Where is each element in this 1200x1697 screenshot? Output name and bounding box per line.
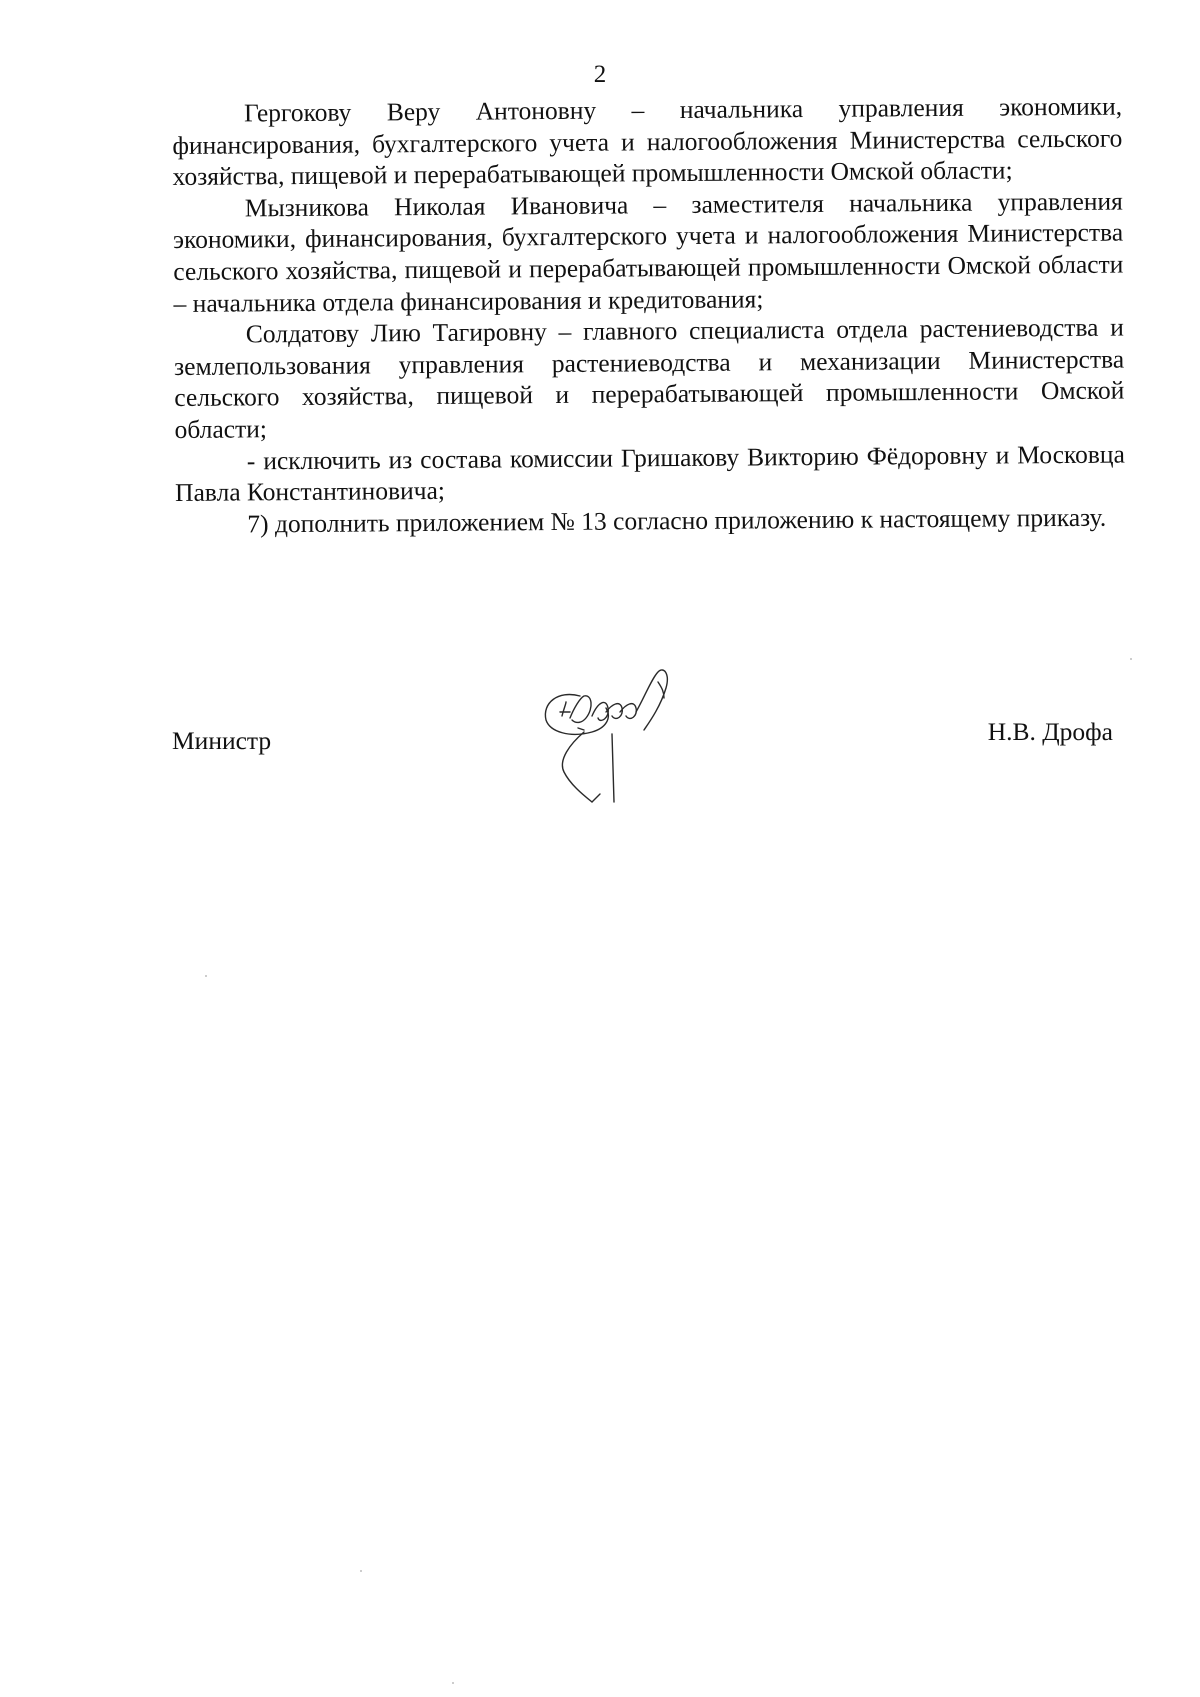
scan-speck bbox=[360, 1570, 362, 1572]
document-body bbox=[172, 91, 1125, 541]
paragraph-myznikov: Мызникова Николая Ивановича – заместителя начальника управления экономики, финансирования, бухгалтерского учета и налогообложения Министерства сельского хозяйства, пищевой и перерабатывающей промышленности Омской области – начальника отдела финансирования и кредитования; bbox=[173, 186, 1124, 318]
paragraph-add-appendix: 7) дополнить приложением № 13 согласно приложению к настоящему приказу. bbox=[247, 502, 1107, 539]
scan-speck bbox=[205, 975, 207, 977]
scan-speck bbox=[452, 1682, 454, 1684]
paragraph-exclude-members: - исключить из состава комиссии Гришакову Викторию Фёдоровну и Московца Павла Константиновича; bbox=[174, 439, 1125, 508]
paragraph-gergokova: Гергокову Веру Антоновну – начальника управления экономики, финансирования, бухгалтерского учета и налогообложения Министерства сельского хозяйства, пищевой и перерабатывающей промышленности Омской области; bbox=[172, 91, 1123, 192]
paragraph-soldatova: Солдатову Лию Тагировну – главного специалиста отдела растениеводства и землепользования управления растениеводства и механизации Министерства сельского хозяйства, пищевой и перерабатывающей промышленности Омской области; bbox=[173, 312, 1125, 444]
scan-speck bbox=[1130, 658, 1132, 660]
page-number: 2 bbox=[593, 61, 607, 88]
signatory-position: Министр bbox=[172, 726, 272, 755]
handwritten-signature bbox=[540, 668, 740, 868]
signatory-name: Н.В. Дрофа bbox=[987, 717, 1113, 746]
